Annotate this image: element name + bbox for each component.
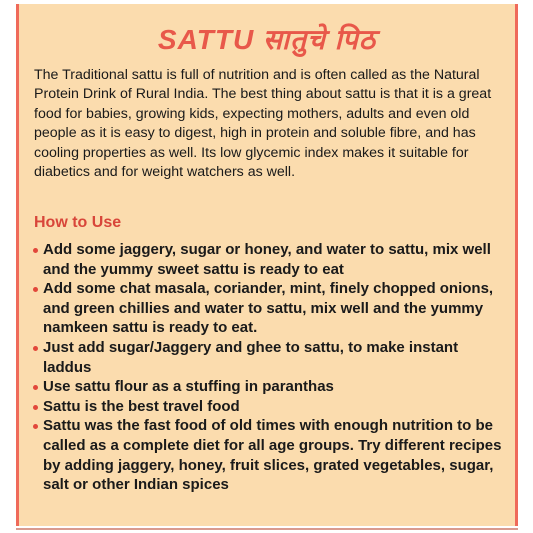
bullet-icon — [33, 287, 38, 292]
list-item — [33, 240, 503, 279]
how-to-use-heading: How to Use — [34, 214, 122, 231]
list-item-text: Sattu is the best travel food — [43, 397, 240, 415]
bullet-icon — [33, 405, 38, 410]
intro-paragraph: The Traditional sattu is full of nutrition and is often called as the Natural Protein Drink of Rural India. The best thing about sattu is that it is a great food for babies, growing kids, expecting mothers, adults and even old people as it is easy to digest, high in protein and soluble fibre, and has cooling properties as well. Its low glycemic index makes it suitable for diabetics and for weight watchers as well. — [34, 67, 492, 181]
bullet-icon — [33, 424, 38, 429]
list-item-text: Use sattu flour as a stuffing in paranthas — [43, 378, 334, 396]
bullet-icon — [33, 346, 38, 351]
info-card — [16, 4, 518, 526]
list-item-text: Just add sugar/Jaggery and ghee to sattu, to make instant laddus — [43, 338, 459, 376]
list-item — [33, 397, 503, 417]
list-item — [33, 279, 503, 338]
bottom-divider — [16, 528, 518, 530]
list-item-text: Add some chat masala, coriander, mint, finely chopped onions, and green chillies and water to sattu, mix well and the yummy namkeen sattu is ready to eat. — [43, 280, 494, 337]
bullet-icon — [33, 385, 38, 390]
list-item-text: Sattu was the fast food of old times with enough nutrition to be called as a complete diet for all age groups. Try different recipes by adding jaggery, honey, fruit slices, grated vegetables, sugar, salt or other Indian spices — [43, 417, 502, 494]
list-item — [33, 377, 503, 397]
list-item — [33, 416, 503, 494]
page-title: SATTU सातुचे पिठ — [157, 24, 377, 55]
how-to-use-list — [33, 240, 503, 495]
list-item-text: Add some jaggery, sugar or honey, and water to sattu, mix well and the yummy sweet sattu is ready to eat — [43, 241, 491, 278]
list-item — [33, 338, 503, 377]
bullet-icon — [33, 248, 38, 253]
